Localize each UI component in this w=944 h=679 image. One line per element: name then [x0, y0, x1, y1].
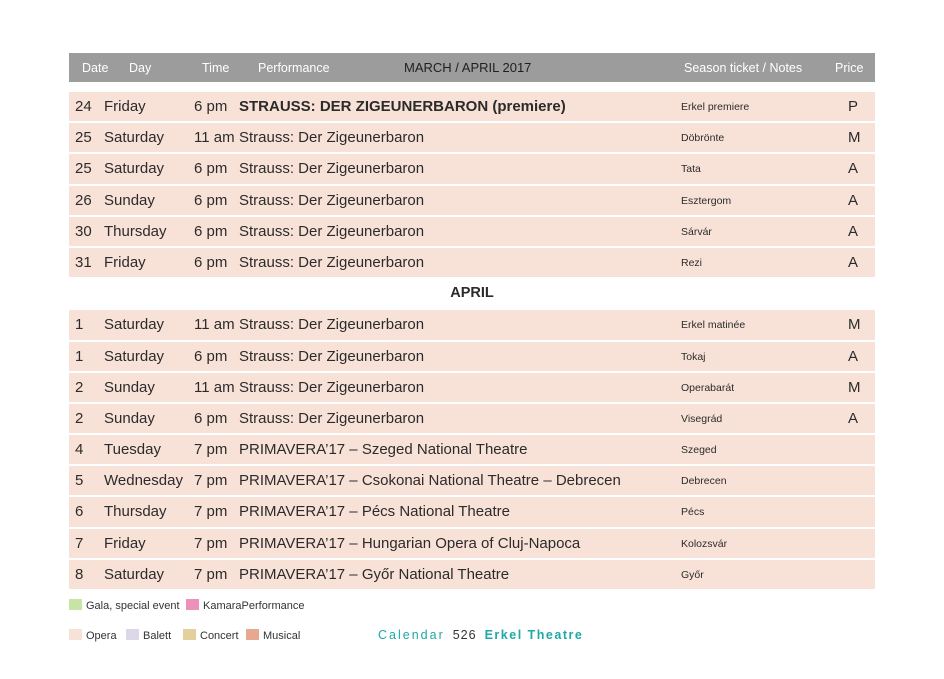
row-time: 7 pm: [194, 565, 228, 583]
row-note: Szeged: [681, 444, 717, 457]
table-row: [69, 186, 875, 215]
row-note: Győr: [681, 568, 704, 581]
table-row: [69, 123, 875, 152]
legend-opera-label: Opera: [86, 630, 117, 642]
header-notes: Season ticket / Notes: [684, 61, 803, 75]
legend-musical-swatch: [246, 629, 259, 640]
row-date: 4: [75, 441, 84, 459]
table-row: [69, 529, 875, 558]
page-footer: [378, 628, 583, 642]
row-date: 26: [75, 191, 92, 209]
row-date: 2: [75, 409, 84, 427]
table-row: [69, 466, 875, 495]
row-price: M: [848, 316, 861, 334]
legend-kamara-label: KamaraPerformance: [203, 600, 305, 612]
header-day: Day: [129, 61, 152, 75]
row-day: Thursday: [104, 222, 167, 240]
row-time: 6 pm: [194, 222, 228, 240]
row-date: 25: [75, 129, 92, 147]
row-note: Erkel premiere: [681, 101, 750, 113]
table-row: [69, 154, 875, 183]
row-day: Wednesday: [104, 472, 183, 490]
april-rows: [69, 310, 875, 589]
row-time: 7 pm: [194, 534, 228, 552]
legend-concert-swatch: [183, 629, 196, 640]
table-row: [69, 560, 875, 589]
row-time: 6 pm: [194, 98, 228, 115]
row-note: Debrecen: [681, 475, 727, 488]
legend-balett: [126, 629, 171, 642]
header-date: Date: [82, 61, 109, 75]
legend-gala-swatch: [69, 599, 82, 610]
row-performance: PRIMAVERA’17 – Győr National Theatre: [239, 565, 510, 583]
header-price: Price: [835, 61, 864, 75]
table-row: [69, 92, 875, 121]
row-day: Saturday: [104, 129, 165, 147]
row-performance: Strauss: Der Zigeunerbaron: [239, 347, 425, 365]
row-price: A: [848, 222, 859, 240]
row-performance: Strauss: Der Zigeunerbaron: [239, 378, 425, 396]
row-day: Tuesday: [104, 441, 161, 459]
row-note: Erkel matinée: [681, 319, 746, 332]
row-date: 1: [75, 347, 84, 365]
row-price: A: [848, 191, 859, 209]
legend-musical: [246, 629, 300, 642]
row-date: 24: [75, 98, 92, 115]
legend-concert: [183, 629, 239, 642]
row-time: 6 pm: [194, 409, 228, 427]
header-month: MARCH / APRIL 2017: [404, 60, 532, 75]
row-date: 7: [75, 534, 84, 552]
legend-concert-label: Concert: [200, 630, 239, 642]
row-day: Saturday: [104, 160, 165, 178]
legend-gala-label: Gala, special event: [86, 600, 180, 612]
row-day: Saturday: [104, 316, 165, 334]
row-day: Thursday: [104, 503, 167, 521]
table-row: [69, 435, 875, 464]
row-time: 7 pm: [194, 503, 228, 521]
row-price: M: [848, 129, 861, 147]
table-row: [69, 248, 875, 277]
row-note: Kolozsvár: [681, 537, 728, 550]
table-row: [69, 310, 875, 339]
legend-opera-swatch: [69, 629, 82, 640]
row-price: A: [848, 160, 859, 178]
row-note: Tokaj: [681, 350, 706, 363]
legend-balett-swatch: [126, 629, 139, 640]
row-performance: Strauss: Der Zigeunerbaron: [239, 191, 425, 209]
row-note: Operabarát: [681, 381, 735, 394]
legend-kamara-swatch: [186, 599, 199, 610]
row-date: 5: [75, 472, 84, 490]
row-note: Tata: [681, 163, 701, 176]
row-day: Friday: [104, 98, 146, 115]
row-note: Pécs: [681, 506, 705, 519]
table-row: [69, 342, 875, 371]
table-row: [69, 497, 875, 526]
row-day: Sunday: [104, 409, 155, 427]
row-date: 2: [75, 378, 84, 396]
legend-gala: [69, 599, 180, 612]
legend-kamara: [186, 599, 305, 612]
header-time: Time: [202, 61, 230, 75]
row-time: 11 am: [194, 316, 235, 334]
row-time: 7 pm: [194, 472, 228, 490]
row-note: Sárvár: [681, 225, 712, 238]
row-day: Saturday: [104, 347, 165, 365]
row-price: A: [848, 347, 859, 365]
row-date: 1: [75, 316, 84, 334]
row-time: 6 pm: [194, 160, 228, 178]
row-time: 7 pm: [194, 441, 228, 459]
table-row: [69, 373, 875, 402]
footer-section: Calendar: [378, 628, 445, 642]
row-time: 6 pm: [194, 253, 228, 271]
row-day: Saturday: [104, 565, 165, 583]
row-note: Döbrönte: [681, 132, 725, 145]
row-date: 31: [75, 253, 92, 271]
row-note: Esztergom: [681, 194, 732, 207]
row-date: 30: [75, 222, 92, 240]
legend-balett-label: Balett: [143, 630, 172, 642]
row-performance: PRIMAVERA’17 – Pécs National Theatre: [239, 503, 510, 521]
row-time: 11 am: [194, 378, 235, 396]
row-time: 11 am: [194, 129, 235, 147]
row-time: 6 pm: [194, 347, 228, 365]
footer-venue: Erkel Theatre: [484, 628, 584, 642]
row-performance: Strauss: Der Zigeunerbaron: [239, 316, 425, 334]
legend-musical-label: Musical: [263, 630, 301, 642]
row-day: Friday: [104, 534, 146, 552]
row-note: Rezi: [681, 256, 703, 269]
row-time: 6 pm: [194, 191, 228, 209]
table-header: [69, 53, 875, 82]
row-date: 25: [75, 160, 92, 178]
row-performance: PRIMAVERA’17 – Csokonai National Theatre – Debrecen: [239, 472, 621, 490]
legend-opera: [69, 629, 117, 642]
row-date: 8: [75, 565, 84, 583]
schedule-table: [69, 92, 875, 591]
april-heading: APRIL: [450, 285, 494, 302]
row-performance: Strauss: Der Zigeunerbaron: [239, 160, 425, 178]
row-price: A: [848, 409, 859, 427]
row-performance: PRIMAVERA’17 – Hungarian Opera of Cluj-Napoca: [239, 534, 581, 552]
row-day: Sunday: [104, 191, 155, 209]
row-day: Friday: [104, 253, 146, 271]
row-performance: Strauss: Der Zigeunerbaron: [239, 409, 425, 427]
row-performance: PRIMAVERA’17 – Szeged National Theatre: [239, 441, 528, 459]
row-date: 6: [75, 503, 84, 521]
row-price: P: [848, 98, 859, 115]
row-day: Sunday: [104, 378, 155, 396]
row-performance: Strauss: Der Zigeunerbaron: [239, 222, 425, 240]
row-note: Visegrád: [681, 412, 723, 425]
march-rows: [69, 92, 875, 277]
header-performance: Performance: [258, 61, 330, 75]
table-row: [69, 404, 875, 433]
row-performance: Strauss: Der Zigeunerbaron: [239, 129, 425, 147]
table-row: [69, 217, 875, 246]
page-number: 526: [452, 628, 477, 642]
row-performance: STRAUSS: DER ZIGEUNERBARON (premiere): [239, 98, 566, 115]
row-performance: Strauss: Der Zigeunerbaron: [239, 253, 425, 271]
row-price: M: [848, 378, 861, 396]
row-price: A: [848, 253, 859, 271]
